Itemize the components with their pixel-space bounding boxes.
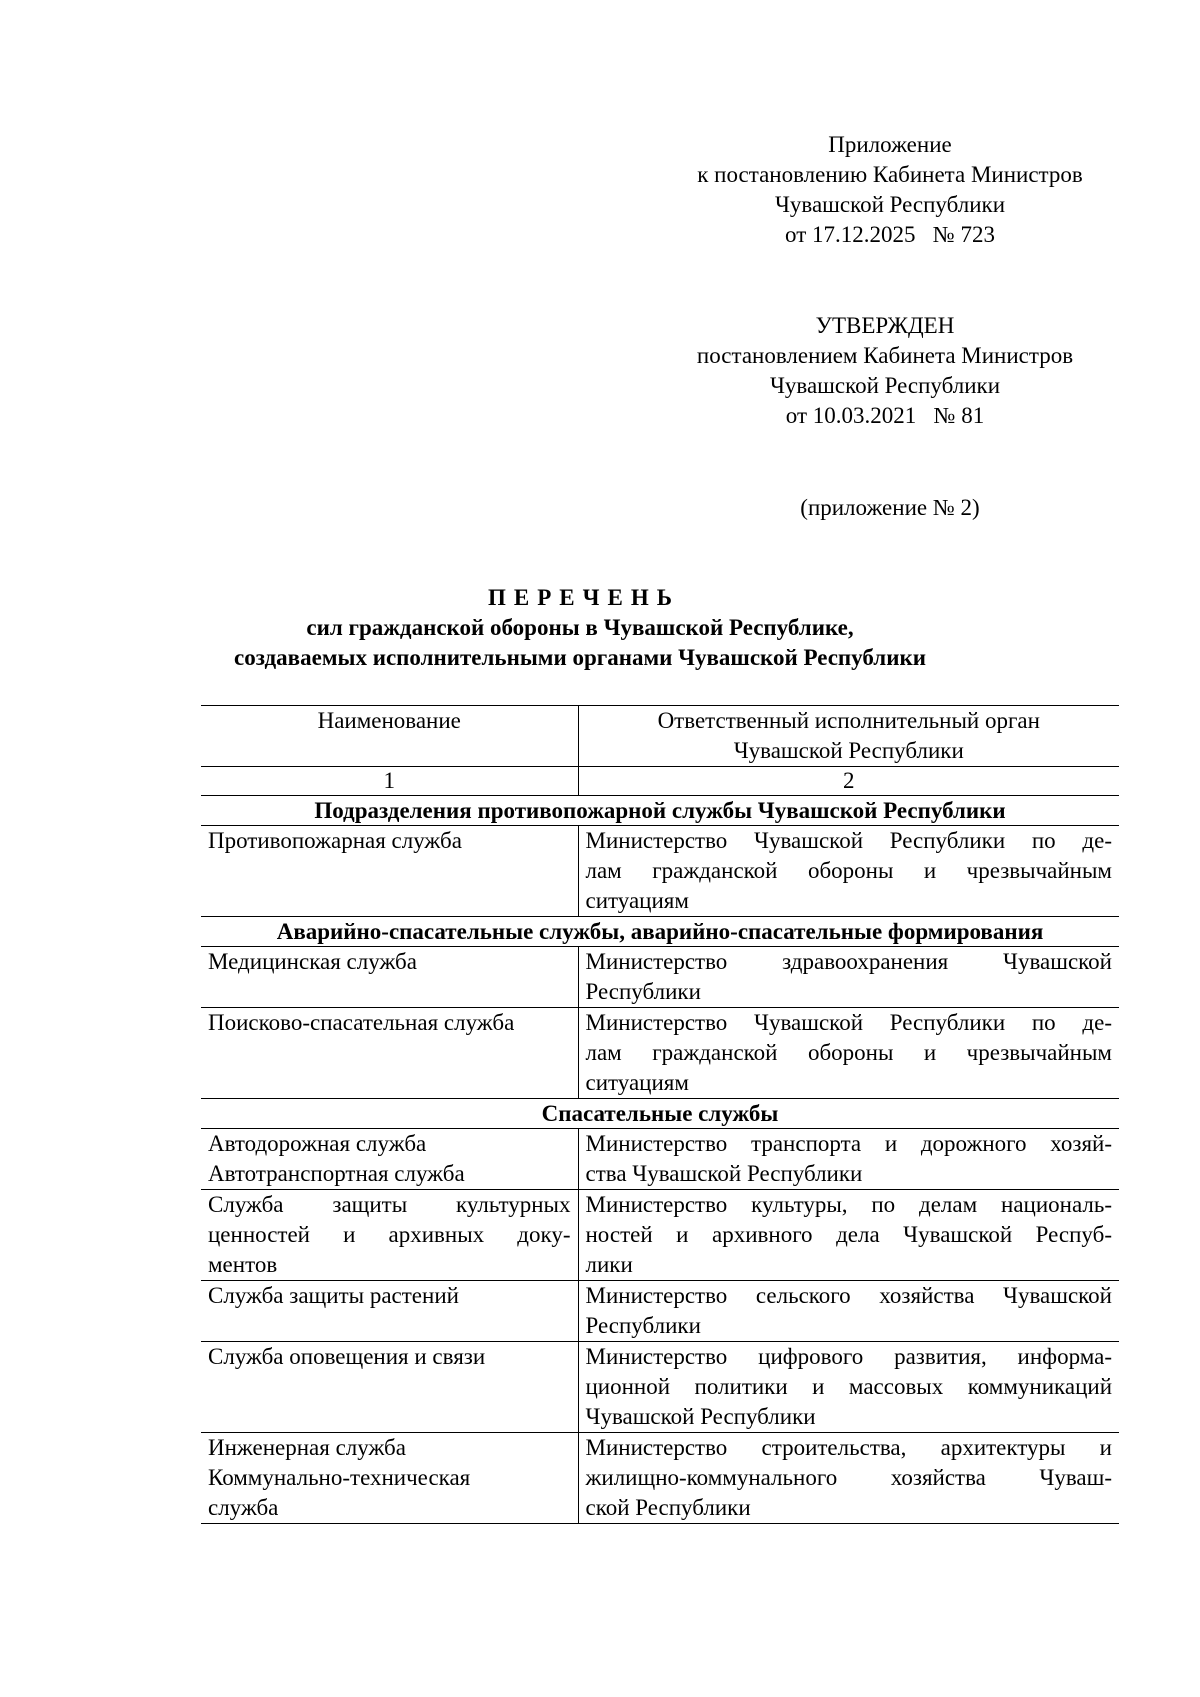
responsible-body: Министерство здравоохранения Чувашской Республики	[578, 947, 1119, 1008]
appendix-header	[640, 130, 1140, 250]
document-title	[200, 583, 960, 673]
appendix-line: к постановлению Кабинета Министров	[697, 162, 1083, 187]
title-main: ПЕРЕЧЕНЬ	[488, 585, 680, 610]
table-row	[201, 826, 1119, 917]
section-title: Аварийно-спасательные службы, аварийно-спасательные формирования	[201, 917, 1119, 947]
table-row	[201, 1190, 1119, 1281]
service-name: Поисково-спасательная служба	[201, 1008, 578, 1099]
approval-header	[640, 311, 1130, 431]
title-subtitle: создаваемых исполнительными органами Чувашской Республики	[234, 645, 926, 670]
appendix-line: от 17.12.2025 № 723	[785, 222, 995, 247]
service-name: Противопожарная служба	[201, 826, 578, 917]
section-title: Подразделения противопожарной службы Чувашской Республики	[201, 796, 1119, 826]
approval-line: Чувашской Республики	[769, 373, 1001, 398]
responsible-body: Министерство строительства, архитектуры и жилищно-коммунального хозяйства Чуваш- ской Республики	[578, 1433, 1119, 1524]
approval-line: от 10.03.2021 № 81	[785, 403, 985, 428]
forces-table	[201, 705, 1119, 1524]
appendix-line: Чувашской Республики	[774, 192, 1006, 217]
responsible-body: Министерство Чувашской Республики по де- лам гражданской обороны и чрезвычайным ситуациям	[578, 1008, 1119, 1099]
section-row	[201, 796, 1119, 826]
title-subtitle: сил гражданской обороны в Чувашской Республике,	[306, 615, 854, 640]
responsible-body: Министерство сельского хозяйства Чувашской Республики	[578, 1281, 1119, 1342]
responsible-body: Министерство Чувашской Республики по де- лам гражданской обороны и чрезвычайным ситуациям	[578, 826, 1119, 917]
column-number: 2	[578, 767, 1119, 796]
approval-line: постановлением Кабинета Министров	[696, 343, 1074, 368]
service-name: Служба оповещения и связи	[201, 1342, 578, 1433]
responsible-body: Министерство культуры, по делам националь- ностей и архивного дела Чувашской Респуб- лики	[578, 1190, 1119, 1281]
service-name: Служба защиты культурных ценностей и архивных доку- ментов	[201, 1190, 578, 1281]
section-row	[201, 1099, 1119, 1129]
service-name: Служба защиты растений	[201, 1281, 578, 1342]
responsible-body: Министерство цифрового развития, информа- ционной политики и массовых коммуникаций Чувашской Республики	[578, 1342, 1119, 1433]
approval-line: УТВЕРЖДЕН	[815, 313, 955, 338]
section-row	[201, 917, 1119, 947]
section-title: Спасательные службы	[201, 1099, 1119, 1129]
service-name: Медицинская служба	[201, 947, 578, 1008]
table-row	[201, 947, 1119, 1008]
responsible-body: Министерство транспорта и дорожного хозяй- ства Чувашской Республики	[578, 1129, 1119, 1190]
table-row	[201, 1433, 1119, 1524]
column-header-responsible: Ответственный исполнительный орган Чувашской Республики	[578, 706, 1119, 767]
column-header-name: Наименование	[201, 706, 578, 767]
table-row	[201, 1129, 1119, 1190]
service-name: Инженерная служба Коммунально-техническая служба	[201, 1433, 578, 1524]
appendix-line: Приложение	[828, 132, 952, 157]
attachment-note	[780, 493, 1000, 523]
table-row	[201, 1008, 1119, 1099]
column-number-row	[201, 767, 1119, 796]
table-row	[201, 1342, 1119, 1433]
table-row	[201, 1281, 1119, 1342]
attachment-note-text: (приложение № 2)	[800, 495, 980, 520]
service-name: Автодорожная служба Автотранспортная служба	[201, 1129, 578, 1190]
column-number: 1	[201, 767, 578, 796]
table-header-row	[201, 706, 1119, 767]
